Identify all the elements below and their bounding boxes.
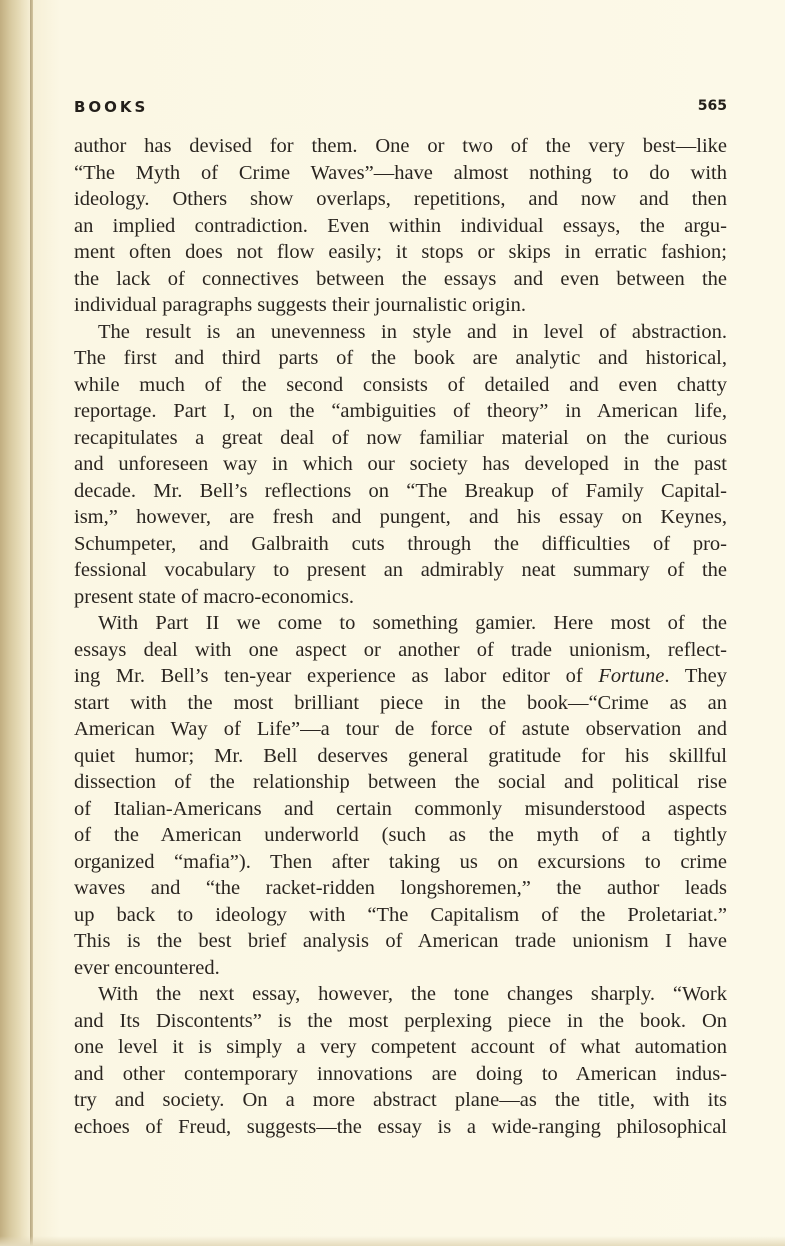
text-line: fessional vocabulary to present an admirably neat summary of the [74, 559, 727, 581]
text-segment: . They [664, 665, 727, 687]
text-line: present state of macro-economics. [74, 585, 355, 608]
text-line: and Its Discontents” is the most perplexing piece in the book. On [74, 1009, 727, 1032]
text-line: ever encountered. [74, 956, 220, 979]
text-line: “The Myth of Crime Waves”—have almost nothing to do with [74, 161, 727, 184]
text-line: while much of the second consists of detailed and even chatty [74, 373, 727, 396]
text-line: echoes of Freud, suggests—the essay is a wide-ranging philosophical [74, 1115, 727, 1138]
text-segment: ing Mr. Bell’s ten-year experience as labor editor of [74, 665, 599, 687]
text-line: try and society. On a more abstract plane—as the title, with its [74, 1089, 727, 1111]
text-line: recapitulates a great deal of now familiar material on the curious [74, 426, 727, 449]
text-line: ideology. Others show overlaps, repetitions, and now and then [74, 188, 727, 210]
text-line: up back to ideology with “The Capitalism of the Proletariat.” [74, 903, 727, 926]
text-line: Schumpeter, and Galbraith cuts through the difficulties of pro- [74, 532, 727, 555]
text-line: the lack of connectives between the essays and even between the [74, 267, 727, 290]
text-line: This is the best brief analysis of American trade unionism I have [74, 930, 727, 952]
paragraph-3 [74, 610, 727, 981]
text-line: The result is an unevenness in style and in level of abstraction. [98, 320, 727, 343]
text-line: quiet humor; Mr. Bell deserves general gratitude for his skillful [74, 744, 727, 767]
text-line: author has devised for them. One or two of the very best—like [74, 135, 727, 157]
italic-title: Fortune [598, 665, 665, 687]
text-line: organized “mafia”). Then after taking us on excursions to crime [74, 850, 727, 873]
binding-shadow [0, 0, 30, 1246]
text-line: American Way of Life”—a tour de force of astute observation and [74, 718, 727, 740]
text-line: one level it is simply a very competent account of what automation [74, 1036, 727, 1058]
text-line: waves and “the racket-ridden longshoremen,” the author leads [74, 877, 727, 899]
paragraph-2 [74, 319, 727, 611]
text-line: of the American underworld (such as the myth of a tightly [74, 824, 727, 846]
text-line: essays deal with one aspect or another of trade unionism, reflect- [74, 638, 727, 661]
text-line: of Italian-Americans and certain commonly misunderstood aspects [74, 797, 727, 820]
text-line: individual paragraphs suggests their journalistic origin. [74, 294, 527, 316]
text-line: ment often does not flow easily; it stops or skips in erratic fashion; [74, 241, 727, 263]
page-header [74, 98, 727, 128]
page-bottom-edge [0, 1236, 785, 1246]
text-line: With the next essay, however, the tone changes sharply. “Work [98, 983, 727, 1005]
text-line: The first and third parts of the book are analytic and historical, [74, 347, 727, 369]
text-line: ism,” however, are fresh and pungent, and his essay on Keynes, [74, 506, 727, 528]
running-head: BOOKS [74, 98, 149, 116]
body-text [74, 133, 727, 1140]
text-line: dissection of the relationship between the social and political rise [74, 771, 727, 793]
page-number: 565 [697, 98, 727, 114]
text-line: decade. Mr. Bell’s reflections on “The Breakup of Family Capital- [74, 479, 727, 502]
text-line-with-italic [74, 663, 727, 690]
text-line: start with the most brilliant piece in the book—“Crime as an [74, 691, 727, 714]
text-line: and other contemporary innovations are doing to American indus- [74, 1062, 727, 1085]
text-line: reportage. Part I, on the “ambiguities of theory” in American life, [74, 400, 727, 422]
paragraph-4 [74, 981, 727, 1140]
text-line: With Part II we come to something gamier. Here most of the [98, 612, 727, 634]
paragraph-1 [74, 133, 727, 319]
text-line: and unforeseen way in which our society has developed in the past [74, 453, 727, 475]
page-gutter-edge [30, 0, 33, 1246]
text-line: an implied contradiction. Even within individual essays, the argu- [74, 214, 727, 237]
